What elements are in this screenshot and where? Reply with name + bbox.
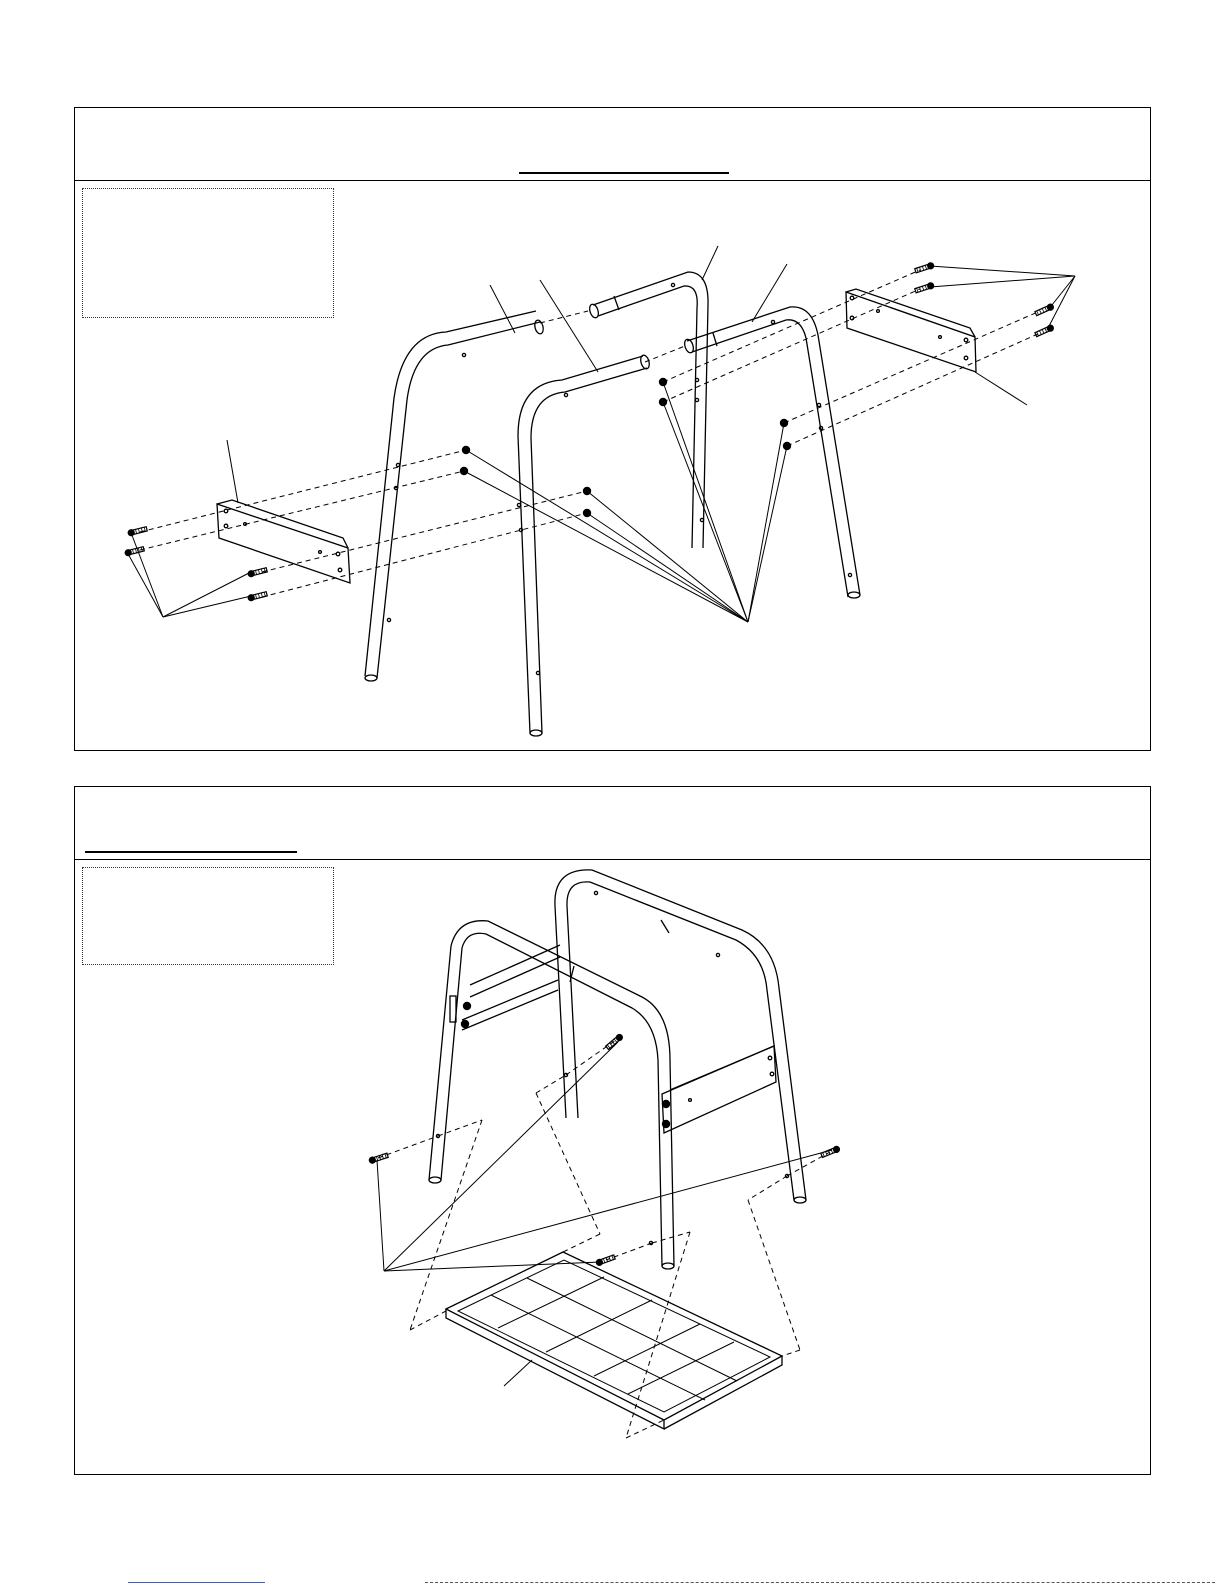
bolt-icon [1034, 302, 1055, 317]
barrel-nut-icon [783, 442, 791, 450]
front-arch-frame [429, 921, 674, 1269]
tube-d [683, 307, 860, 598]
barrel-nut-icon [461, 1020, 469, 1028]
right-bracket-plate [846, 289, 976, 372]
step-2-leader-lines [377, 1042, 832, 1386]
bolt-icon [247, 566, 268, 578]
barrel-nut-icon [460, 467, 468, 475]
step-2-bolts [368, 1032, 841, 1267]
step-2-diagram [377, 870, 832, 1438]
barrel-nut-icon [780, 419, 788, 427]
left-bracket-plate [217, 500, 350, 583]
barrel-nut-icon [583, 509, 591, 517]
bolt-icon [605, 1032, 625, 1050]
base-tray [446, 1252, 782, 1429]
barrel-nut-icon [662, 1100, 670, 1108]
step-1-bolts [124, 261, 1055, 602]
barrel-nut-icon [462, 446, 470, 454]
barrel-nut-icon [662, 1120, 670, 1128]
barrel-nut-icon [659, 398, 667, 406]
bolt-icon [914, 261, 935, 274]
step-1-diagram [127, 246, 1075, 736]
bolt-icon [124, 545, 145, 557]
rear-arch-frame [555, 870, 806, 1203]
step-1-barrel-nuts [460, 378, 791, 517]
step-2-alignment-lines [378, 1040, 830, 1438]
barrel-nut-icon [463, 1002, 471, 1010]
bolt-icon [595, 1254, 616, 1267]
left-side-rails [450, 945, 560, 1030]
tube-b [517, 354, 650, 736]
tube-a [365, 311, 545, 681]
bolt-icon [914, 281, 935, 294]
footer-rule [425, 1582, 1215, 1583]
bolt-icon [127, 525, 148, 537]
right-alignment-lines [540, 270, 1040, 446]
bolt-icon [820, 1145, 841, 1159]
barrel-nut-icon [659, 378, 667, 386]
footer-link-underline[interactable] [128, 1582, 265, 1583]
right-side-bracket [662, 1046, 776, 1133]
barrel-nut-icon [583, 487, 591, 495]
bolt-icon [1034, 323, 1055, 338]
bolt-icon [247, 590, 268, 602]
